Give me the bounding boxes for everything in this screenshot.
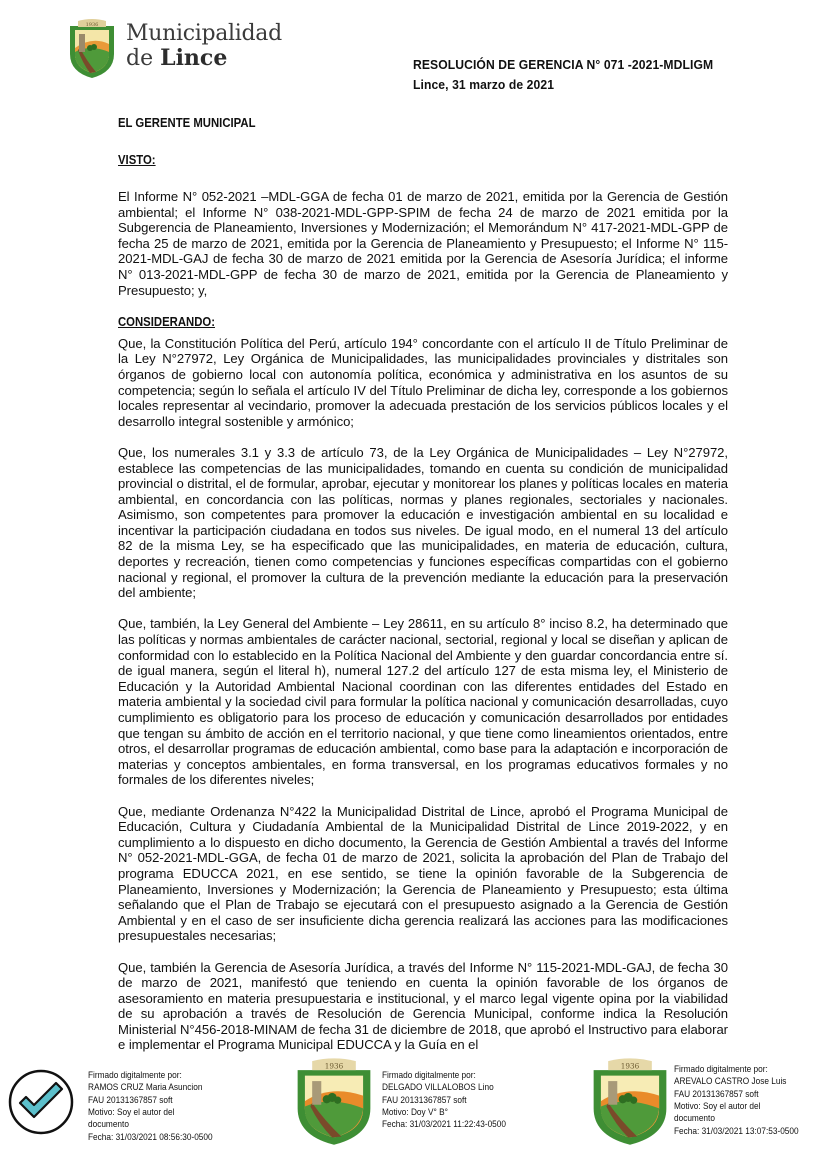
signature-reason: Motivo: Soy el autor del [674,1100,761,1111]
signature-block-1 [0,1057,290,1148]
logo-line-2-prefix: de [126,46,154,71]
signature-details-3 [674,1063,799,1137]
signature-label: Firmado digitalmente por: [88,1070,182,1081]
municipal-seal-icon [590,1057,670,1147]
considerando-paragraph-5: Que, también la Gerencia de Asesoría Jurídica, a través del Informe N° 115-2021-MDL-GAJ, de fecha 30 de marzo de 2021, manifestó que teniendo en cuenta la opinión favorable de los órganos de asesoramiento en materia presupuestaria e institucional, y el marco legal vigente opina por la viabilidad de su aprobación a través de Resolución de Gerencia Municipal, conforme indica la Resolución Ministerial N°456-2018-MINAM de fecha 31 de diciembre de 2018, que aprobó el Instructivo para elaborar e implementar el Programa Municipal EDUCCA y la Guía en el [118,959,728,1053]
coat-of-arms-icon [66,18,118,80]
signer-name: AREVALO CASTRO Jose Luis [674,1076,787,1087]
resolution-title: RESOLUCIÓN DE GERENCIA N° 071 -2021-MDLIGM [413,57,714,72]
document-body [118,0,728,1053]
signature-block-2 [292,1057,582,1148]
considerando-paragraph-2: Que, los numerales 3.1 y 3.3 de artículo 73, de la Ley Orgánica de Municipalidades – Ley N°27972, establece las competencias de las municipalidades, tomando en cuenta su condición de municipalidad provincial o distrital, el de formular, aprobar, ejecutar y monitorear los planes y políticas locales en materia ambiental, en concordancia con las políticas, normas y planes regionales, sectoriales y nacionales. Asimismo, son competentes para promover la educación e investigación ambiental en su localidad e incentivar la participación ciudadana en todos sus niveles. De igual modo, en el numeral 13 del artículo 82 de la misma Ley, se ha especificado que las municipalidades, en materia de educación, cultura, deportes y recreación, tienen como competencias y funciones específicas compartidas con el gobierno nacional y regional, el promover la cultura de la prevención mediante la educación para la preservación del ambiente; [118,444,728,601]
considerando-paragraph-3b: de igual manera, según el literal h), numeral 127.2 del artículo 127 de esta misma ley, el Ministerio de Educación y la Autoridad Ambiental Nacional coordinan con las diferentes entidades del Estado en materia ambiental y la sociedad civil para formular la política nacional y comunicación desarrolladas, cuyo cumplimiento es obligatorio para los proceso de educación y comunicación desarrollados por entidades que tengan su ámbito de acción en el territorio nacional, y que tiene como lineamientos orientados, entre otros, el desarrollar programas de educación ambiental, como base para la adaptación e incorporación de materias y conceptos ambientales, en forma transversal, en los programas educativos formales y no formales de los diferentes niveles; [118,663,728,788]
signer-fau: FAU 20131367857 soft [674,1088,759,1099]
issuer-heading: EL GERENTE MUNICIPAL [118,116,256,130]
check-icon [6,1067,76,1137]
signature-details-2 [382,1069,506,1130]
municipal-seal-icon [294,1057,374,1147]
signature-date: Fecha: 31/03/2021 11:22:43-0500 [382,1119,506,1130]
signature-reason: Motivo: Soy el autor del [88,1106,175,1117]
signer-name: DELGADO VILLALOBOS Lino [382,1082,494,1093]
signature-date: Fecha: 31/03/2021 13:07:53-0500 [674,1125,799,1136]
logo-line-1: Municipalidad [126,21,282,46]
visto-text: El Informe N° 052-2021 –MDL-GGA de fecha 01 de marzo de 2021, emitida por la Gerencia de Gestión ambiental; el Informe N° 038-2021-MDL-GPP-SPIM de fecha 24 de marzo de 2021 emitida por la Subgerencia de Planeamiento, Inversiones y Modernización; el Memorándum N° 417-2021-MDL-GPP de fecha 25 de marzo de 2021, emitida por la Gerencia de Planeamiento y Presupuesto; el Informe N° 115-2021-MDL-GAJ de fecha 30 de marzo de 2021 emitida por la Gerencia de Asesoría Jurídica; el informe N° 013-2021-MDL-GPP de fecha 30 de marzo de 2021, emitida por la Gerencia de Planeamiento y Presupuesto; y, [118,189,728,298]
signature-date: Fecha: 31/03/2021 08:56:30-0500 [88,1131,213,1142]
signature-reason-cont: documento [88,1119,129,1130]
considerando-paragraph-3: Que, también, la Ley General del Ambiente – Ley 28611, en su artículo 8° inciso 8.2, ha determinado que las políticas y normas ambientales de carácter nacional, sectorial, regional y local se diseñan y aplican de conformidad con lo establecido en la Política Nacional del Ambiente y den guardar concordancia entre sí. [118,616,728,663]
signature-block-3 [588,1057,827,1148]
seal-year: 1936 [620,1061,640,1071]
signature-strip [0,1057,827,1148]
considerando-paragraph-1: Que, la Constitución Política del Perú, artículo 194° concordante con el artículo II de Título Preliminar de la Ley N°27972, Ley Orgánica de Municipalidades, las municipalidades provinciales y distritales son órganos de gobierno local con autonomía política, económica y administrativa en los asuntos de su competencia; según lo señala el artículo IV del Título Preliminar de dicha ley, corresponde a los gobiernos locales representar al vecindario, promover la adecuada prestación de los servicios públicos locales y el desarrollo integral sostenible y armónico; [118,335,728,429]
signature-label: Firmado digitalmente por: [382,1070,476,1081]
signature-reason: Motivo: Doy V° B° [382,1106,448,1117]
signature-details-1 [88,1069,213,1143]
signature-reason-cont: documento [674,1113,715,1124]
signer-fau: FAU 20131367857 soft [88,1094,173,1105]
considerando-heading: CONSIDERANDO: [118,314,215,329]
considerando-paragraph-4: Que, mediante Ordenanza N°422 la Municipalidad Distrital de Lince, aprobó el Programa Municipal de Educación, Cultura y Ciudadanía Ambiental de la Municipalidad Distrital de Lince 2019-2022, y en cumplimiento a lo dispuesto en dicho documento, la Gerencia de Gestión Ambiental a través del Informe N° 052-2021-MDL-GGA, de fecha 01 de marzo de 2021, solicita la aprobación del Plan de Trabajo del programa EDUCCA 2021, en ese sentido, se tiene la opinión favorable de la Subgerencia de Planeamiento, Inversiones y Modernización; la Gerencia de Planeamiento y Presupuesto; esta última señalando que el Plan de Trabajo se ejecutará con el presupuesto asignado a la Gerencia de Gestión Ambiental y en el caso de ser insuficiente dicha gerencia realizará las acciones para las modificaciones presupuestales necesarias; [118,803,728,944]
seal-year: 1936 [324,1061,344,1071]
place-date: Lince, 31 marzo de 2021 [413,77,555,92]
signer-name: RAMOS CRUZ Maria Asuncion [88,1082,203,1093]
signer-fau: FAU 20131367857 soft [382,1094,467,1105]
logo-seal-year: 1936 [85,22,99,28]
signature-label: Firmado digitalmente por: [674,1064,768,1075]
visto-heading: VISTO: [118,153,156,167]
logo-line-2-bold: Lince [160,45,228,71]
